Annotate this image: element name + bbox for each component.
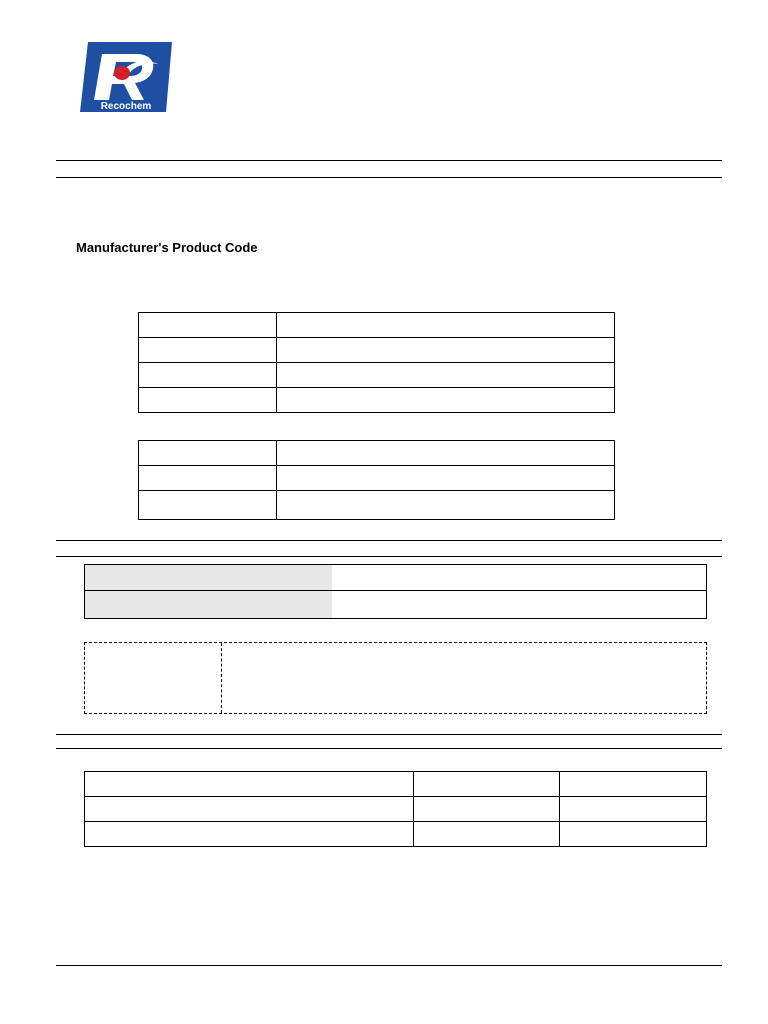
logo-brand-text: Recochem — [100, 101, 152, 112]
table-row — [139, 491, 615, 520]
table-row — [139, 313, 615, 338]
dashed-info-box — [84, 642, 707, 714]
product-code-label: Manufacturer's Product Code — [76, 240, 258, 255]
table-cell — [85, 772, 414, 797]
table-cell — [139, 491, 277, 520]
table-cell — [414, 797, 560, 822]
table-cell — [277, 338, 615, 363]
table-cell — [277, 441, 615, 466]
table-row — [139, 441, 615, 466]
table-cell — [277, 363, 615, 388]
table-cell — [85, 797, 414, 822]
table-row — [85, 565, 707, 591]
table-cell — [139, 466, 277, 491]
table-cell-shaded — [85, 565, 332, 591]
section-rule-top — [56, 540, 722, 541]
product-info-table — [138, 312, 615, 413]
table-cell — [277, 388, 615, 413]
table-cell — [277, 466, 615, 491]
dashed-divider — [221, 643, 222, 713]
table-cell — [277, 313, 615, 338]
table-cell — [560, 822, 707, 847]
table-cell — [139, 363, 277, 388]
hazard-classification-table — [84, 564, 707, 619]
table-cell — [414, 822, 560, 847]
section-rule-bottom — [56, 556, 722, 557]
section-rule-top — [56, 734, 722, 735]
table-row — [139, 388, 615, 413]
table-cell — [139, 338, 277, 363]
table-cell — [414, 772, 560, 797]
table-cell — [277, 491, 615, 520]
manufacturer-info-table — [138, 440, 615, 520]
table-cell — [139, 313, 277, 338]
section-rule-bottom — [56, 177, 722, 178]
table-cell — [85, 822, 414, 847]
table-row — [85, 591, 707, 619]
recochem-logo — [80, 42, 172, 112]
footer-rule — [56, 965, 722, 966]
table-cell — [560, 772, 707, 797]
section-rule-top — [56, 160, 722, 161]
table-row — [139, 363, 615, 388]
table-row — [85, 772, 707, 797]
table-cell — [332, 565, 707, 591]
table-cell-shaded — [85, 591, 332, 619]
table-row — [85, 822, 707, 847]
table-cell — [139, 388, 277, 413]
table-cell — [560, 797, 707, 822]
table-row — [139, 338, 615, 363]
recochem-logo-icon — [80, 42, 172, 112]
composition-table — [84, 771, 707, 847]
table-cell — [332, 591, 707, 619]
table-row — [139, 466, 615, 491]
table-cell — [139, 441, 277, 466]
table-row — [85, 797, 707, 822]
section-rule-bottom — [56, 748, 722, 749]
